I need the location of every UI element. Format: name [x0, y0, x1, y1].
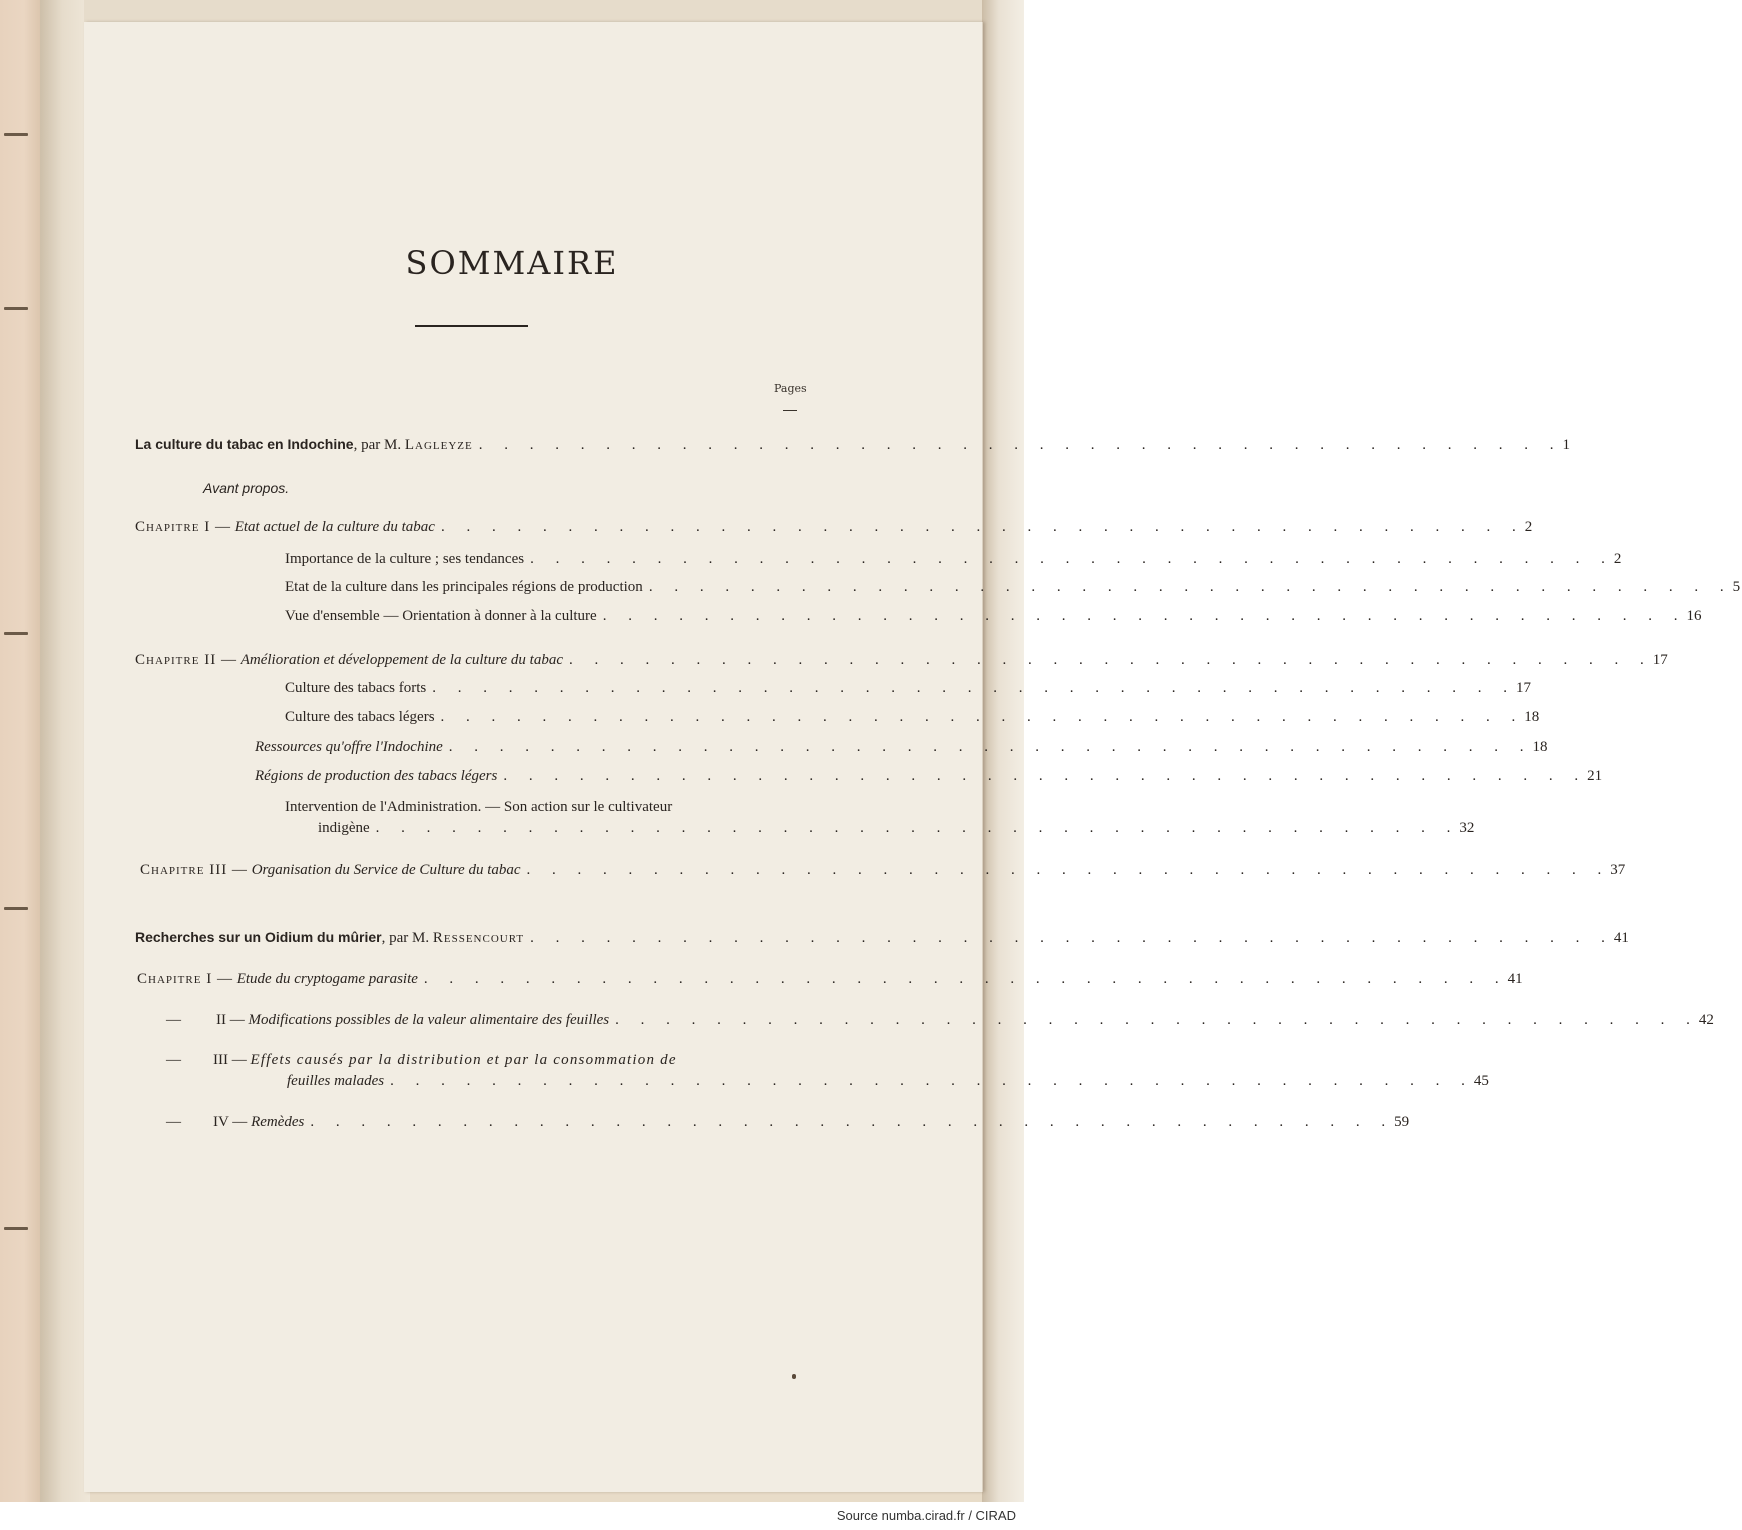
- toc-entry-ch2-item: [285, 709, 1540, 726]
- page-number: 2: [1613, 551, 1622, 567]
- toc-label: Culture des tabacs forts: [285, 680, 427, 696]
- toc-entry-part2: [135, 929, 1629, 947]
- chapter-title: Remèdes: [251, 1114, 305, 1130]
- ditto-dash: —: [166, 1052, 181, 1068]
- page-number: 41: [1613, 930, 1629, 946]
- toc-label: indigène: [318, 820, 370, 836]
- part2-by: , par M.: [381, 930, 433, 946]
- page-number: 32: [1459, 820, 1475, 836]
- chapter-title: Effets causés par la distribution et par la consommation de: [250, 1052, 677, 1068]
- toc-label: Vue d'ensemble — Orientation à donner à la culture: [285, 608, 597, 624]
- dot-leader: . . . . . . . . . . . . . . . . . . . . . . . . . . . . . . . . . . . . . . . . . . .: [390, 1073, 1474, 1089]
- toc-label: [135, 519, 435, 536]
- toc-entry-intervention: [318, 820, 1475, 837]
- page-number: 1: [1562, 437, 1570, 453]
- intervention-line1: Intervention de l'Administration. — Son action sur le cultivateur: [285, 799, 673, 815]
- chapter-label: Chapitre III —: [140, 862, 248, 878]
- dot-leader: . . . . . . . . . . . . . . . . . . . . . . . . . . . . . . . . . . . . . . . . . . .: [648, 579, 1733, 595]
- dot-leader: . . . . . . . . . . . . . . . . . . . . . . . . . . . . . . . . . . . . . . . . . . .: [568, 652, 1653, 668]
- page-title: SOMMAIRE: [405, 244, 619, 282]
- page-number: 5: [1732, 579, 1741, 595]
- page-number: 16: [1686, 608, 1702, 624]
- chapter-number: III —: [213, 1052, 247, 1068]
- toc-entry-ch2-item: [285, 680, 1531, 697]
- toc-entry-p2-chapter4: [213, 1114, 1410, 1131]
- ditto-dash: —: [166, 1012, 181, 1028]
- dot-leader: . . . . . . . . . . . . . . . . . . . . . . . . . . . . . . . . . . . . . . . . . . .: [310, 1114, 1395, 1130]
- toc-label: [140, 862, 521, 879]
- toc-label: Régions de production des tabacs légers: [255, 768, 498, 784]
- toc-entry-chapter3: [140, 862, 1626, 879]
- ink-speck: [792, 1374, 796, 1379]
- pages-column-header: Pages: [774, 382, 807, 395]
- toc-entry-chapter2: [135, 652, 1668, 669]
- toc-label: [135, 929, 524, 947]
- dot-leader: . . . . . . . . . . . . . . . . . . . . . . . . . . . . . . . . . . . . . . . . . . .: [440, 519, 1525, 535]
- part2-title: Recherches sur un Oidium du mûrier: [135, 929, 382, 945]
- pages-header-rule: [783, 410, 797, 411]
- chapter-title: Amélioration et développement de la culture du tabac: [240, 652, 563, 668]
- dot-leader: . . . . . . . . . . . . . . . . . . . . . . . . . . . . . . . . . . . . . . . . . . .: [602, 608, 1687, 624]
- page-number: 17: [1515, 680, 1531, 696]
- dot-leader: . . . . . . . . . . . . . . . . . . . . . . . . . . . . . . . . . . . . . . . . . . .: [423, 971, 1508, 987]
- toc-entry-p2-chapter1: [137, 971, 1523, 988]
- toc-label: Etat de la culture dans les principales régions de production: [285, 579, 643, 595]
- part1-author: Lagleyze: [404, 437, 473, 453]
- chapter-number: II —: [216, 1012, 245, 1028]
- chapter3-title-line1: [213, 1052, 677, 1069]
- chapter-label: Chapitre I —: [137, 971, 233, 987]
- toc-entry-chapter1: [135, 519, 1533, 536]
- toc-entry-ch1-item: [285, 551, 1622, 568]
- toc-entry-ch1-item: [285, 608, 1702, 625]
- toc-label: Culture des tabacs légers: [285, 709, 435, 725]
- dot-leader: . . . . . . . . . . . . . . . . . . . . . . . . . . . . . . . . . . . . . . . . . . .: [478, 437, 1563, 453]
- dot-leader: . . . . . . . . . . . . . . . . . . . . . . . . . . . . . . . . . . . . . . . . . . .: [526, 862, 1611, 878]
- dot-leader: . . . . . . . . . . . . . . . . . . . . . . . . . . . . . . . . . . . . . . . . . . .: [375, 820, 1460, 836]
- chapter-title: Organisation du Service de Culture du tabac: [251, 862, 521, 878]
- toc-label: feuilles malades: [287, 1073, 385, 1089]
- toc-label: Ressources qu'offre l'Indochine: [255, 739, 443, 755]
- source-credit: Source numba.cirad.fr / CIRAD: [836, 1508, 1016, 1523]
- toc-label: [213, 1114, 304, 1131]
- page-number: 18: [1532, 739, 1548, 755]
- toc-entry-ch1-item: [285, 579, 1741, 596]
- page-number: 37: [1610, 862, 1626, 878]
- title-rule: [415, 325, 528, 327]
- chapter-number: IV —: [213, 1114, 248, 1130]
- part2-author: Ressencourt: [432, 930, 525, 946]
- toc-label: [216, 1012, 609, 1029]
- page-number: 59: [1394, 1114, 1410, 1130]
- chapter-title: Modifications possibles de la valeur alimentaire des feuilles: [248, 1012, 610, 1028]
- page-number: 2: [1524, 519, 1533, 535]
- part1-title: La culture du tabac en Indochine: [135, 436, 354, 452]
- part1-by: , par M.: [353, 437, 405, 453]
- dot-leader: . . . . . . . . . . . . . . . . . . . . . . . . . . . . . . . . . . . . . . . . . . .: [440, 709, 1525, 725]
- page-number: 17: [1652, 652, 1668, 668]
- dot-leader: . . . . . . . . . . . . . . . . . . . . . . . . . . . . . . . . . . . . . . . . . . .: [530, 930, 1614, 946]
- dot-leader: . . . . . . . . . . . . . . . . . . . . . . . . . . . . . . . . . . . . . . . . . . .: [530, 551, 1614, 567]
- toc-entry-part1: [135, 436, 1570, 454]
- chapter-label: Chapitre I —: [135, 519, 231, 535]
- dot-leader: . . . . . . . . . . . . . . . . . . . . . . . . . . . . . . . . . . . . . . . . . . .: [448, 739, 1533, 755]
- toc-entry-ch2-section: [255, 768, 1603, 785]
- chapter-title: Etude du cryptogame parasite: [236, 971, 418, 987]
- toc-entry-p2-chapter3: [287, 1073, 1489, 1090]
- page-number: 21: [1587, 768, 1603, 784]
- toc-label: [137, 971, 418, 988]
- page-number: 45: [1473, 1073, 1489, 1089]
- chapter-title: Etat actuel de la culture du tabac: [234, 519, 435, 535]
- dot-leader: . . . . . . . . . . . . . . . . . . . . . . . . . . . . . . . . . . . . . . . . . . .: [503, 768, 1588, 784]
- avant-propos: Avant propos.: [203, 480, 290, 496]
- toc-label: [135, 652, 563, 669]
- toc-entry-p2-chapter2: [216, 1012, 1714, 1029]
- toc-label: [135, 436, 473, 454]
- dot-leader: . . . . . . . . . . . . . . . . . . . . . . . . . . . . . . . . . . . . . . . . . . .: [615, 1012, 1699, 1028]
- ditto-dash: —: [166, 1114, 181, 1130]
- page-number: 41: [1507, 971, 1523, 987]
- toc-label: Importance de la culture ; ses tendances: [285, 551, 525, 567]
- toc-entry-ch2-section: [255, 739, 1548, 756]
- page-number: 18: [1524, 709, 1540, 725]
- chapter-label: Chapitre II —: [135, 652, 237, 668]
- page-number: 42: [1698, 1012, 1714, 1028]
- dot-leader: . . . . . . . . . . . . . . . . . . . . . . . . . . . . . . . . . . . . . . . . . . .: [432, 680, 1516, 696]
